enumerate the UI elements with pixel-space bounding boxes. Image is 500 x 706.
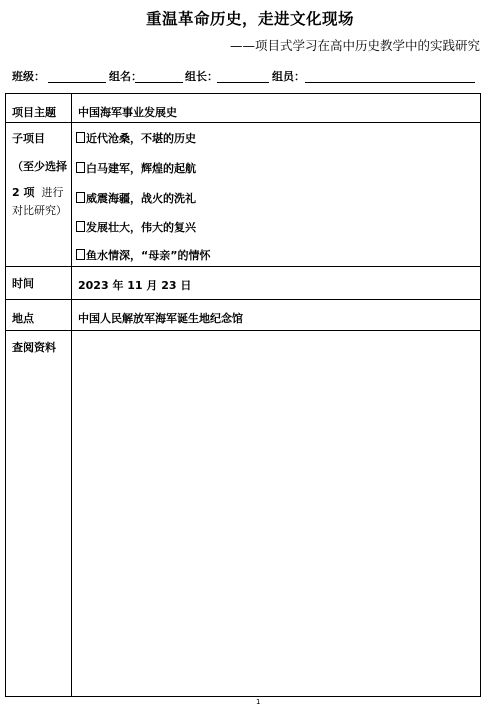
checkbox-icon[interactable] [76, 132, 85, 143]
members-label: 组员： [272, 70, 305, 83]
checkbox-icon[interactable] [76, 221, 85, 232]
place-value[interactable]: 中国人民解放军海军诞生地纪念馆 [78, 312, 243, 325]
group-field-line[interactable] [135, 82, 183, 83]
subproject-note-min: 2 项 [12, 186, 35, 199]
project-form-table [5, 93, 481, 697]
reference-field[interactable] [72, 331, 480, 696]
theme-value: 中国海军事业发展史 [78, 106, 177, 119]
subproject-note-2 [12, 184, 77, 200]
option-label: 近代沧桑，不堪的历史 [86, 132, 196, 145]
time-value[interactable]: 2023 年 11 月 23 日 [78, 279, 192, 292]
subproject-option-4[interactable] [76, 219, 196, 235]
subproject-option-2[interactable] [76, 160, 196, 176]
members-field-line[interactable] [305, 82, 475, 83]
row-divider [6, 299, 480, 300]
option-label: 白马建军，辉煌的起航 [86, 162, 196, 175]
checkbox-icon[interactable] [76, 192, 85, 203]
leader-label: 组长： [185, 70, 218, 83]
subproject-note-action: 进行 [41, 186, 64, 199]
checkbox-icon[interactable] [76, 162, 85, 173]
row-divider [6, 122, 480, 123]
page-number: 1 [256, 698, 261, 706]
checkbox-icon[interactable] [76, 249, 85, 260]
class-label: 班级： [12, 70, 45, 83]
subproject-label: 子项目 [12, 132, 45, 145]
subproject-option-1[interactable] [76, 130, 196, 146]
reference-label: 查阅资料 [12, 341, 56, 354]
document-title: 重温革命历史，走进文化现场 [145, 10, 354, 28]
option-label: 发展壮大，伟大的复兴 [86, 221, 196, 234]
leader-field-line[interactable] [217, 82, 269, 83]
group-label: 组名： [109, 70, 142, 83]
subproject-note-3: 对比研究） [12, 204, 67, 217]
theme-label: 项目主题 [12, 106, 56, 119]
row-divider [6, 266, 480, 267]
document-subtitle: ——项目式学习在高中历史教学中的实践研究 [229, 38, 480, 53]
subproject-option-5[interactable] [76, 247, 210, 263]
option-label: 威震海疆，战火的洗礼 [86, 192, 196, 205]
place-label: 地点 [12, 312, 34, 325]
option-label: 鱼水情深，“母亲”的情怀 [86, 249, 211, 262]
class-field-line[interactable] [48, 82, 106, 83]
time-label: 时间 [12, 277, 34, 290]
info-row [12, 68, 482, 84]
subproject-note-1: （至少选择 [12, 160, 67, 173]
subproject-option-3[interactable] [76, 190, 196, 206]
